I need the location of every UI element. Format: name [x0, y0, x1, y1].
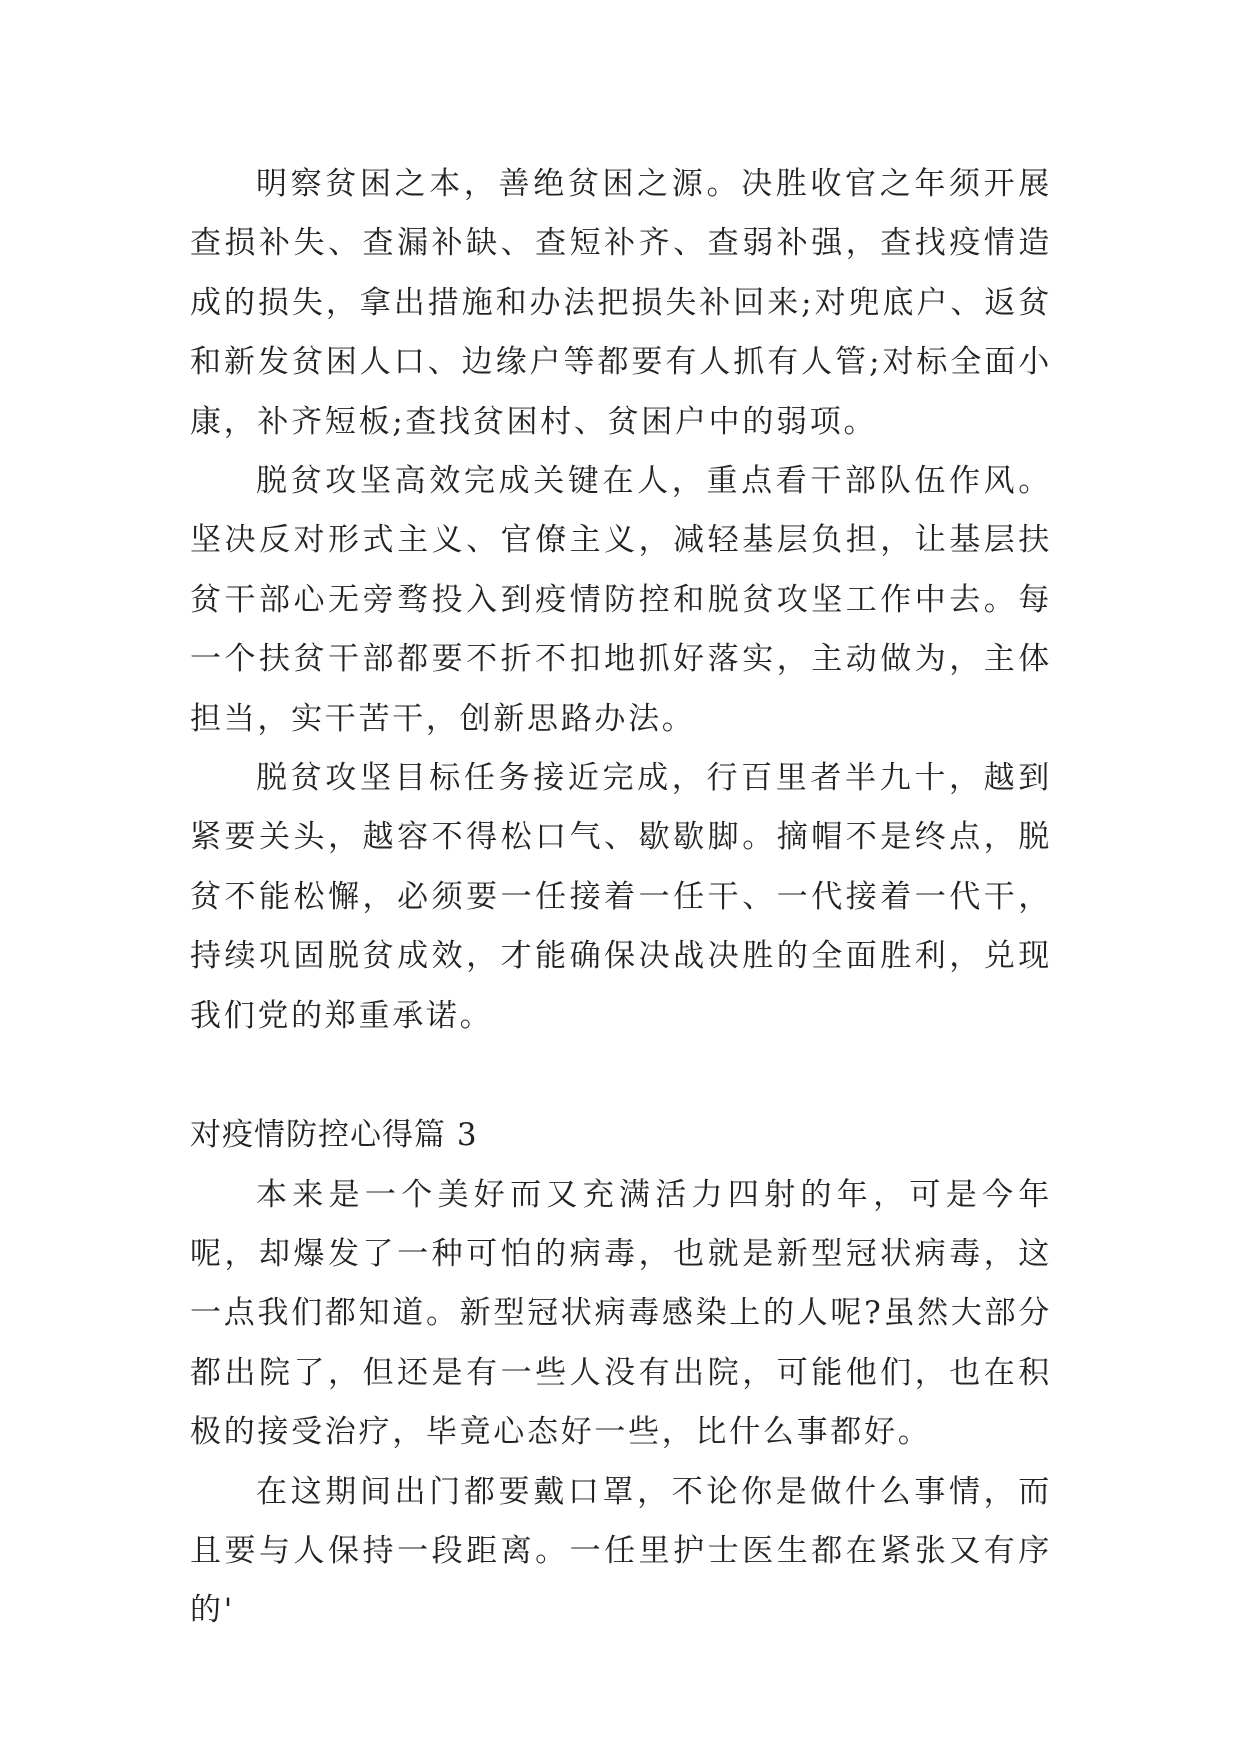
body-paragraph: 脱贫攻坚目标任务接近完成，行百里者半九十，越到紧要关头，越容不得松口气、歇歇脚。摘帽不是终点，脱贫不能松懈，必须要一任接着一任干、一代接着一代干，持续巩固脱贫成效，才能确保决战决胜的全面胜利，兑现我们党的郑重承诺。 [190, 760, 1052, 1034]
body-paragraph: 本来是一个美好而又充满活力四射的年，可是今年呢，却爆发了一种可怕的病毒，也就是新型冠状病毒，这一点我们都知道。新型冠状病毒感染上的人呢?虽然大部分都出院了，但还是有一些人没有出院，可能他们，也在积极的接受治疗，毕竟心态好一些，比什么事都好。 [190, 1176, 1052, 1451]
body-paragraph: 明察贫困之本，善绝贫困之源。决胜收官之年须开展查损补失、查漏补缺、查短补齐、查弱补强，查找疫情造成的损失，拿出措施和办法把损失补回来;对兜底户、返贫和新发贫困人口、边缘户等都要有人抓有人管;对标全面小康，补齐短板;查找贫困村、贫困户中的弱项。 [190, 166, 1052, 440]
document-body [190, 155, 1052, 1641]
section-title: 对疫情防控心得篇 3 [190, 1117, 478, 1154]
body-paragraph: 在这期间出门都要戴口罩，不论你是做什么事情，而且要与人保持一段距离。一任里护士医生都在紧张又有序的' [190, 1473, 1052, 1629]
body-paragraph: 脱贫攻坚高效完成关键在人，重点看干部队伍作风。坚决反对形式主义、官僚主义，减轻基层负担，让基层扶贫干部心无旁骛投入到疫情防控和脱贫攻坚工作中去。每一个扶贫干部都要不折不扣地抓好落实，主动做为，主体担当，实干苦干，创新思路办法。 [190, 463, 1052, 737]
